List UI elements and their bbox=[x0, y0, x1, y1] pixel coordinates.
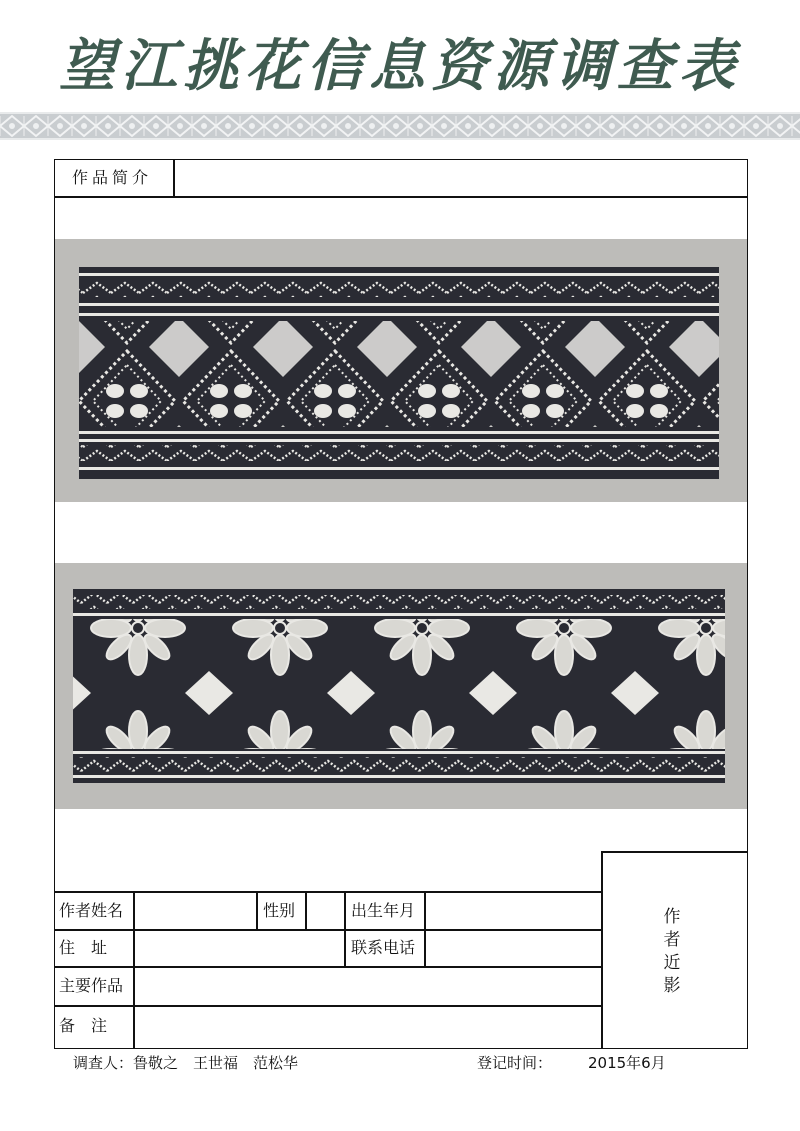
divider bbox=[344, 891, 346, 966]
embroidery-photo-2 bbox=[55, 563, 747, 809]
gender-field[interactable] bbox=[307, 893, 343, 929]
address-field[interactable] bbox=[135, 931, 343, 966]
embroidery-photo-1 bbox=[55, 239, 747, 502]
address-label: 住 址 bbox=[59, 938, 108, 957]
contact-phone-field[interactable] bbox=[426, 931, 600, 966]
divider bbox=[173, 159, 175, 197]
contact-phone-label: 联系电话 bbox=[351, 938, 416, 957]
gender-label: 性别 bbox=[263, 901, 296, 920]
portrait-label-char: 者 bbox=[663, 930, 681, 950]
author-name-field[interactable] bbox=[135, 893, 255, 929]
registration-date: 2015年6月 bbox=[588, 1054, 666, 1072]
intro-label: 作品简介 bbox=[72, 168, 153, 187]
portrait-label-char: 近 bbox=[663, 953, 681, 973]
remarks-label: 备 注 bbox=[59, 1016, 108, 1035]
remarks-field[interactable] bbox=[135, 1007, 600, 1047]
author-name-label: 作者姓名 bbox=[59, 901, 124, 920]
birth-date-field[interactable] bbox=[426, 893, 600, 929]
registration-label: 登记时间： bbox=[477, 1054, 553, 1072]
main-works-label: 主要作品 bbox=[59, 976, 124, 995]
divider bbox=[54, 196, 748, 198]
portrait-label-char: 影 bbox=[663, 976, 681, 996]
divider bbox=[256, 891, 258, 929]
investigator-line: 调查人：鲁敬之 王世福 范松华 bbox=[73, 1054, 299, 1072]
decorative-border-band bbox=[0, 112, 800, 140]
page-title: 望江挑花信息资源调查表 bbox=[59, 33, 741, 99]
portrait-label-char: 作 bbox=[663, 907, 681, 927]
birth-date-label: 出生年月 bbox=[351, 901, 416, 920]
main-works-field[interactable] bbox=[135, 968, 600, 1004]
